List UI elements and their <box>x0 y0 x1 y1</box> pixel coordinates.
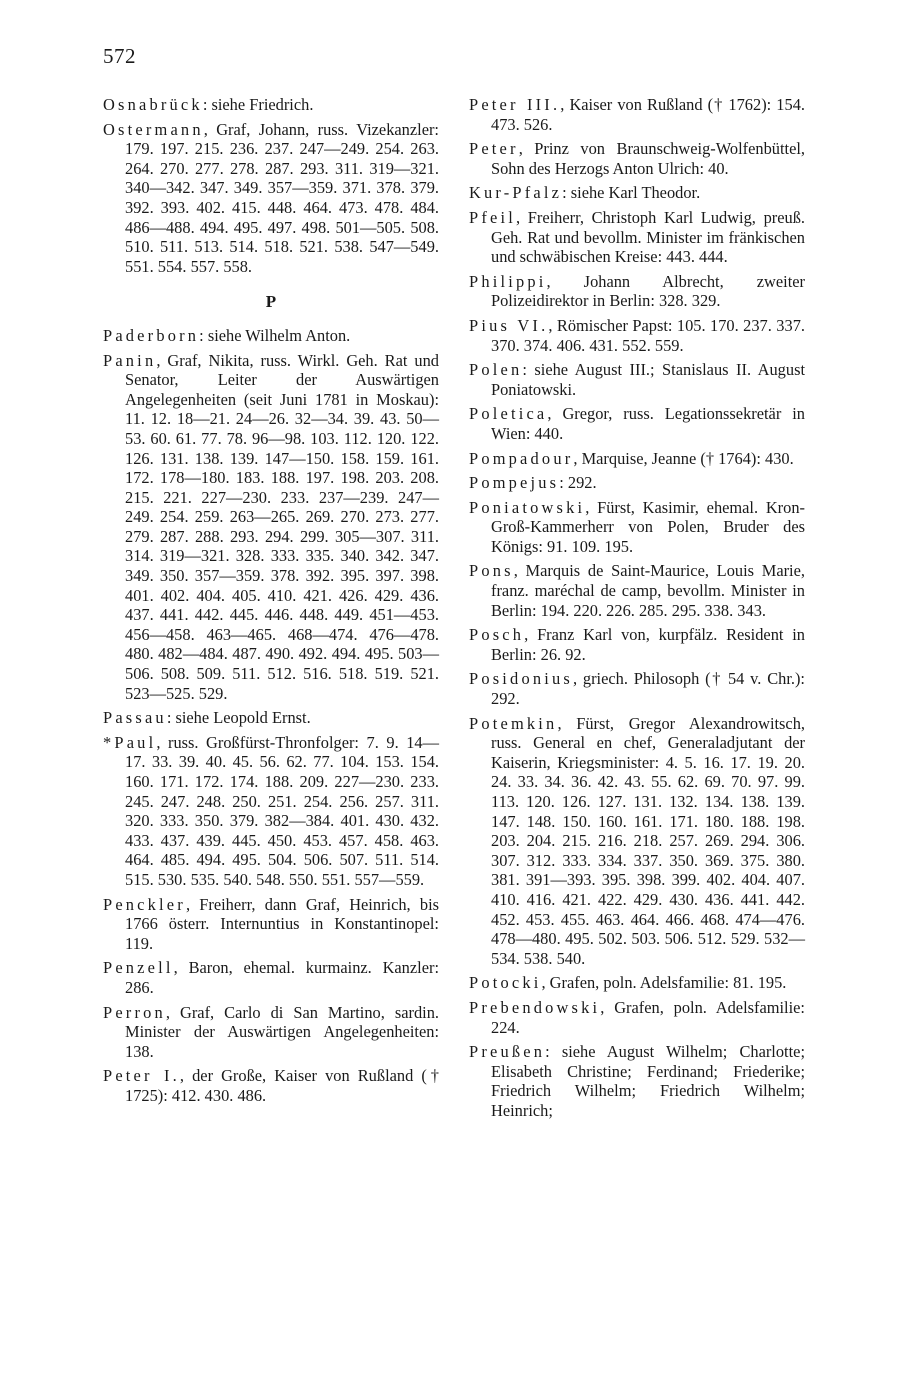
index-entry-heading: Ostermann <box>103 119 204 139</box>
index-entry-heading: Paderborn <box>103 325 200 345</box>
index-entry-references: , Graf, Johann, russ. Vizekanzler: 179. 197. 215. 236. 237. 247—249. 254. 263. 264. 270. 277. 278. 287. 293. 311. 319—321. 340—342. 347. 349. 357—359. 371. 378. 379. 392. 393. 402. 415. 448. 464. 473. 478. 484. 486—488. 494. 495. 497. 498. 501—505. 508. 510. 511. 513. 514. 518. 521. 538. 547—549. 551. 554. 557. 558. <box>125 119 439 276</box>
index-entry-references: , Marquis de Saint-Maurice, Louis Marie, franz. maréchal de camp, bevollm. Minister in Berlin: 194. 220. 226. 285. 295. 338. 343. <box>491 561 805 620</box>
index-entry-references: , Graf, Carlo di San Martino, sardin. Minister der Auswärtigen Angelegenheiten: 138. <box>125 1002 439 1061</box>
index-entry-references: , Grafen, poln. Adelsfamilie: 224. <box>491 997 805 1037</box>
index-entry <box>103 958 439 997</box>
index-entry <box>103 1066 439 1105</box>
index-entry-heading: Philippi <box>469 271 547 291</box>
index-entry-references: , Fürst, Gregor Alexandrowitsch, russ. General en chef, Generaladjutant der Kaiserin, Kriegsminister: 4. 5. 16. 17. 19. 20. 24. 33. 34. 36. 42. 43. 55. 62. 69. 70. 97. 99. 113. 120. 126. 127. 131. 132. 134. 138. 139. 147. 148. 150. 160. 161. 171. 180. 188. 198. 203. 204. 215. 216. 218. 257. 269. 294. 306. 307. 312. 333. 334. 337. 350. 369. 375. 380. 381. 391—393. 395. 398. 399. 402. 404. 407. 410. 416. 421. 422. 429. 430. 436. 441. 442. 452. 453. 455. 463. 464. 466. 468. 474—476. 478—480. 495. 502. 503. 506. 512. 529. 532—534. 538. 540. <box>491 713 805 968</box>
index-entry-heading: Penzell <box>103 958 174 978</box>
index-entry-references: , Graf, Nikita, russ. Wirkl. Geh. Rat und Senator, Leiter der Auswärtigen Angelegenheiten (seit Juni 1781 in Moskau): 11. 12. 18—21. 24—26. 32—34. 39. 43. 50—53. 60. 61. 77. 78. 96—98. 103. 112. 120. 122. 126. 131. 138. 139. 147—150. 158. 159. 161. 172. 178—180. 183. 188. 197. 198. 203. 208. 215. 221. 227—230. 233. 237—239. 247—249. 254. 259. 263—265. 269. 270. 273. 277. 279. 287. 288. 293. 294. 299. 305—307. 311. 314. 319—321. 328. 333. 335. 340. 342. 347. 349. 350. 357—359. 378. 392. 395. 397. 398. 401. 402. 404. 405. 410. 421. 426. 429. 436. 437. 441. 442. 445. 446. 448. 449. 451—453. 456—458. 463—465. 468—474. 476—478. 480. 482—484. 487. 490. 492. 494. 495. 503—506. 508. 509. 511. 512. 516. 518. 519. 521. 523—525. 529. <box>125 350 439 703</box>
index-entry-heading: Passau <box>103 708 167 728</box>
index-entry-references: : siehe August Wilhelm; Charlotte; Elisabeth Christine; Ferdinand; Friederike; Friedrich Wilhelm; Friedrich Wilhelm; Heinrich; <box>491 1042 805 1120</box>
index-entry-references: : siehe August III.; Stanislaus II. August Poniatowski. <box>491 360 805 399</box>
index-entry <box>469 316 805 355</box>
index-entry-heading: Pompejus <box>469 473 560 493</box>
index-entry-heading: Peter III. <box>469 95 561 114</box>
index-entry-references: : siehe Friedrich. <box>202 95 314 114</box>
index-entry-heading: *Paul <box>103 732 157 752</box>
index-entry <box>103 95 439 115</box>
index-entry-references: , russ. Großfürst-Thronfolger: 7. 9. 14—17. 33. 39. 40. 45. 56. 62. 77. 104. 153. 154. 160. 171. 172. 174. 188. 209. 227—230. 233. 245. 247. 248. 250. 251. 254. 256. 257. 311. 320. 333. 350. 379. 382—384. 401. 430. 432. 433. 437. 439. 445. 450. 453. 457. 458. 463. 464. 485. 494. 495. 504. 506. 507. 511. 514. 515. 530. 535. 540. 548. 550. 551. 557—559. <box>125 732 439 889</box>
index-entry-heading: Posch <box>469 625 525 645</box>
index-entry <box>469 208 805 267</box>
index-entry <box>103 351 439 704</box>
index-entry-heading: Kur-Pfalz <box>469 183 563 203</box>
index-entry <box>103 733 439 890</box>
index-entry <box>103 326 439 346</box>
index-entry-references: , der Große, Kaiser von Rußland († 1725): 412. 430. 486. <box>125 1066 440 1105</box>
page-number: 572 <box>103 44 136 68</box>
index-entry <box>469 449 805 469</box>
index-entry-references: , Baron, ehemal. kurmainz. Kanzler: 286. <box>125 958 439 997</box>
index-entry-heading: Poletica <box>469 404 548 424</box>
index-entry-references: : siehe Karl Theodor. <box>562 183 701 203</box>
index-entry-heading: Pius VI. <box>469 315 549 335</box>
index-entry-heading: Polen <box>469 360 523 380</box>
index-entry-references: , griech. Philosoph († 54 v. Chr.): 292. <box>491 669 805 709</box>
index-entry-references: , Freiherr, dann Graf, Heinrich, bis 1766 österr. Internuntius in Konstantinopel: 119. <box>125 894 439 953</box>
index-entry-heading: Pfeil <box>469 207 516 227</box>
index-entry-references: , Kaiser von Rußland († 1762): 154. 473. 526. <box>491 95 805 134</box>
index-entry <box>469 669 805 708</box>
index-entry <box>469 498 805 557</box>
index-entry-references: , Fürst, Kasimir, ehemal. Kron-Groß-Kammerherr von Polen, Bruder des Königs: 91. 109. 195. <box>491 497 805 556</box>
index-entry <box>469 360 805 399</box>
index-entry-heading: Preußen <box>469 1042 546 1062</box>
index-entry-heading: Perron <box>103 1002 166 1022</box>
index-entry <box>103 1003 439 1062</box>
index-column-left <box>103 95 439 1111</box>
index-entry <box>469 139 805 178</box>
index-entry-references: , Marquise, Jeanne († 1764): 430. <box>573 448 794 468</box>
index-entry-heading: Posidonius <box>469 669 573 689</box>
index-entry-heading: Poniatowski <box>469 497 586 517</box>
index-entry-heading: Peter I. <box>103 1066 180 1086</box>
index-entry-heading: Peter <box>469 139 519 159</box>
index-entry <box>103 120 439 277</box>
index-entry-heading: Penckler <box>103 894 186 914</box>
index-entry-references: : 292. <box>559 473 597 493</box>
index-entry <box>469 183 805 203</box>
section-letter: P <box>265 292 277 312</box>
index-entry-references: : siehe Wilhelm Anton. <box>199 325 351 345</box>
index-column-right <box>469 95 805 1126</box>
index-entry-heading: Pompadour <box>469 448 574 468</box>
index-entry <box>469 404 805 443</box>
index-entry <box>469 1042 805 1120</box>
index-entry-heading: Prebendowski <box>469 997 601 1017</box>
index-entry <box>469 625 805 664</box>
index-entry <box>469 714 805 969</box>
index-entry <box>469 561 805 620</box>
index-entry-references: , Gregor, russ. Legationssekretär in Wien: 440. <box>491 404 805 443</box>
index-entry-references: , Grafen, poln. Adelsfamilie: 81. 195. <box>541 973 787 993</box>
index-entry-references: , Johann Albrecht, zweiter Polizeidirektor in Berlin: 328. 329. <box>491 271 805 311</box>
index-entry <box>469 473 805 493</box>
index-entry <box>469 272 805 311</box>
index-entry-references: , Römischer Papst: 105. 170. 237. 337. 370. 374. 406. 431. 552. 559. <box>491 315 805 355</box>
index-entry-heading: Panin <box>103 350 157 370</box>
index-entry-references: , Prinz von Braunschweig-Wolfenbüttel, Sohn des Herzogs Anton Ulrich: 40. <box>491 139 805 178</box>
index-entry <box>103 895 439 954</box>
index-entry <box>103 708 439 728</box>
index-entry <box>469 973 805 993</box>
index-entry-references: , Franz Karl von, kurpfälz. Resident in Berlin: 26. 92. <box>491 625 805 664</box>
index-entry-heading: Potemkin <box>469 713 558 733</box>
index-entry-references: , Freiherr, Christoph Karl Ludwig, preuß. Geh. Rat und bevollm. Minister im fränkischen und schwäbischen Kreise: 443. 444. <box>491 207 805 267</box>
index-entry <box>469 998 805 1037</box>
index-entry <box>469 95 805 134</box>
index-entry-heading: Pons <box>469 561 514 581</box>
index-entry-references: : siehe Leopold Ernst. <box>166 708 311 728</box>
index-entry-heading: Osnabrück <box>103 95 203 114</box>
index-entry-heading: Potocki <box>469 973 542 993</box>
